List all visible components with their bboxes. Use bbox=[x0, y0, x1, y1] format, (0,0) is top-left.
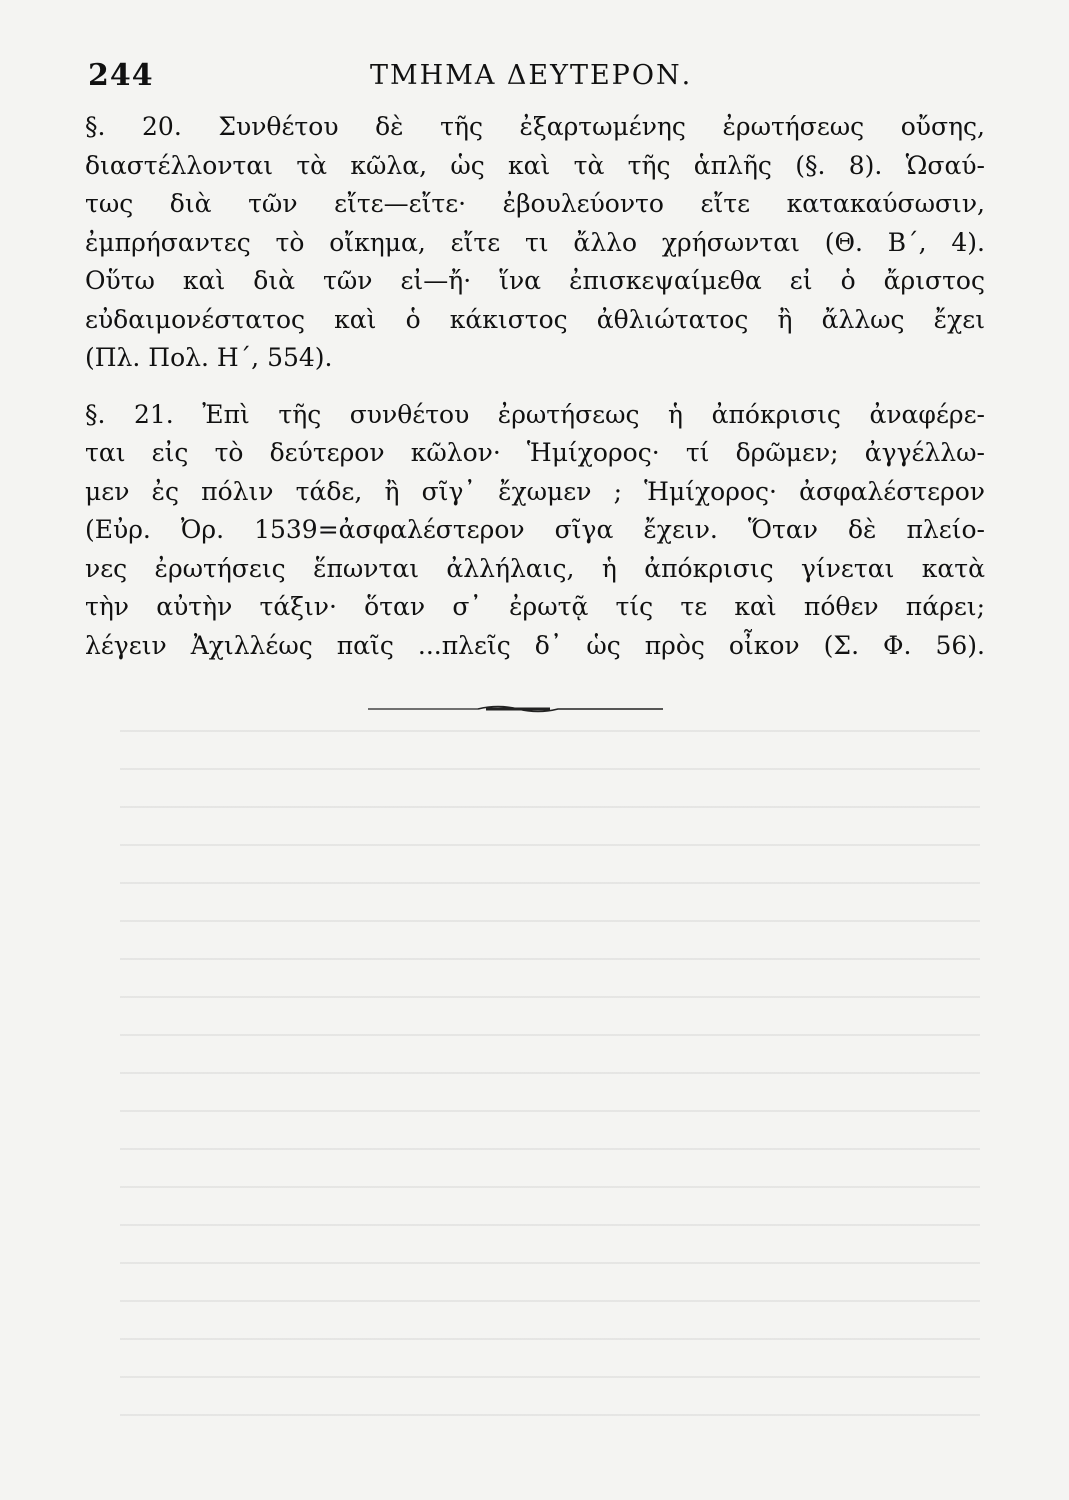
page-header bbox=[88, 58, 988, 98]
paragraph-gap bbox=[85, 378, 985, 396]
text-line: διαστέλλονται τὰ κῶλα, ὡς καὶ τὰ τῆς ἁπλῆς (§. 8). Ὡσαύ- bbox=[85, 150, 985, 180]
text-line: εὐδαιμονέστατος καὶ ὁ κάκιστος ἀθλιώτατος ἢ ἄλλως ἔχει bbox=[85, 304, 985, 334]
text-line: τὴν αὐτὴν τάξιν· ὅταν σ᾽ ἐρωτᾷ τίς τε καὶ πόθεν πάρει; bbox=[85, 592, 985, 621]
paragraph-20 bbox=[85, 108, 985, 378]
body-text bbox=[85, 108, 985, 665]
reverse-side-bleedthrough bbox=[120, 730, 980, 1450]
running-title: ΤΜΗΜΑ ΔΕΥΤΕΡΟΝ. bbox=[370, 60, 693, 91]
paragraph-21 bbox=[85, 396, 985, 666]
text-line: §. 20. Συνθέτου δὲ τῆς ἐξαρτωμένης ἐρωτήσεως οὔσης, bbox=[85, 112, 985, 141]
text-line: τως διὰ τῶν εἴτε—εἴτε· ἐβουλεύοντο εἴτε κατακαύσωσιν, bbox=[85, 189, 985, 218]
ornamental-rule bbox=[368, 702, 663, 716]
text-line: νες ἐρωτήσεις ἕπωνται ἀλλήλαις, ἡ ἀπόκρισις γίνεται κατὰ bbox=[85, 553, 985, 583]
text-line: §. 21. Ἐπὶ τῆς συνθέτου ἐρωτήσεως ἡ ἀπόκρισις ἀναφέρε- bbox=[85, 399, 985, 429]
text-line: (Πλ. Πολ. Η΄, 554). bbox=[85, 343, 333, 372]
text-line: ται εἰς τὸ δεύτερον κῶλον· Ἡμίχορος· τί δρῶμεν; ἀγγέλλω- bbox=[85, 438, 985, 467]
page-number: 244 bbox=[88, 58, 154, 93]
text-line: Οὕτω καὶ διὰ τῶν εἰ—ἤ· ἵνα ἐπισκεψαίμεθα εἰ ὁ ἄριστος bbox=[85, 266, 985, 295]
text-line: ἐμπρήσαντες τὸ οἴκημα, εἴτε τι ἄλλο χρήσωνται (Θ. Β΄, 4). bbox=[85, 227, 985, 257]
text-line: (Εὐρ. Ὀρ. 1539=ἀσφαλέστερον σῖγα ἔχειν. Ὅταν δὲ πλείο- bbox=[85, 515, 985, 544]
text-line: μεν ἐς πόλιν τάδε, ἢ σῖγ᾽ ἔχωμεν ; Ἡμίχορος· ἀσφαλέστερον bbox=[85, 476, 985, 506]
text-line: λέγειν Ἀχιλλέως παῖς ...πλεῖς δ᾽ ὡς πρὸς οἶκον (Σ. Φ. 56). bbox=[85, 630, 985, 660]
